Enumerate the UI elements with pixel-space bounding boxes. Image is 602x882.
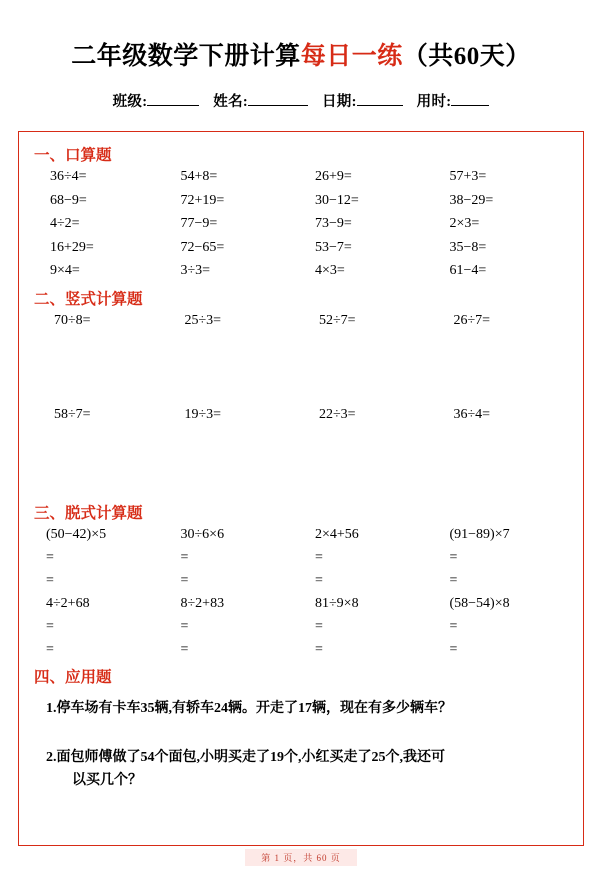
equals-sign: = [46,549,54,565]
problem-item: 72−65= [180,239,225,255]
problem-item: 36÷4= [453,406,491,422]
date-blank[interactable] [357,105,403,106]
problem-row [32,193,570,209]
problem-item: 73−9= [315,216,352,231]
equals-sign: = [315,549,323,565]
problem-item: 2×3= [449,216,480,231]
problem-item: 36÷4= [50,169,87,184]
page-number: 第 1 页，共 60 页 [245,849,357,866]
equals-sign: = [315,641,323,657]
word-problem-2-line1: 2.面包师傅做了54个面包,小明买走了19个,小红买走了25个,我还可 [46,749,445,765]
worksheet-content [18,131,584,846]
page-footer [0,849,602,866]
date-label: 日期: [321,94,357,110]
problem-row [32,216,570,232]
problem-item: 81÷9×8 [315,595,359,611]
word-problem-1: 1.停车场有卡车35辆,有轿车24辆。开走了17辆，现在有多少辆车？ [46,700,452,716]
problem-item: 4÷2+68 [46,595,90,611]
name-blank[interactable] [248,105,308,106]
section-heading-oral: 一、口算题 [34,147,112,164]
title-after: （共60天） [402,43,531,70]
problem-item: 58÷7= [54,406,91,422]
class-field[interactable] [113,94,200,110]
class-blank[interactable] [147,105,199,106]
equals-sign: = [46,618,54,634]
problem-item: 16+29= [50,239,94,255]
word-problem-2 [46,746,570,792]
problem-item: 9×4= [50,263,80,278]
problem-item: 4÷2= [50,216,80,231]
problem-item: 70÷8= [54,312,91,328]
title-accent: 每日一练 [300,43,403,70]
problem-item: 2×4+56 [315,526,359,542]
class-label: 班级: [112,94,148,110]
section-heading-word-problems: 四、应用题 [34,668,112,686]
section-vertical [32,313,570,423]
section-tuoshi [32,527,570,658]
problem-item: (58−54)×8 [449,595,510,611]
equals-row [32,642,570,658]
equals-sign: = [449,641,458,657]
section-heading-vertical: 二、竖式计算题 [34,290,143,308]
problem-item: 77−9= [180,216,218,231]
equals-sign: = [315,618,323,634]
equals-sign: = [449,549,458,565]
problem-row [32,527,570,543]
problem-group [32,596,570,658]
problem-row [32,596,570,612]
time-label: 用时: [416,94,452,110]
section-word-problems [32,697,570,792]
name-field[interactable] [213,94,308,110]
equals-sign: = [46,641,54,657]
problem-item: 38−29= [449,192,494,208]
problem-row [32,313,570,329]
equals-sign: = [315,572,323,588]
page-title [26,36,576,72]
problem-group [32,527,570,589]
problem-item: 19÷3= [184,406,222,422]
problem-item: 61−4= [449,263,487,278]
section-oral [32,169,570,279]
problem-item: 30÷6×6 [180,526,225,542]
problem-item: 52÷7= [319,312,356,328]
equals-sign: = [180,549,189,565]
problem-item: 25÷3= [184,312,222,328]
problem-row [32,263,570,279]
problem-item: 8÷2+83 [180,595,225,611]
name-label: 姓名: [213,94,249,110]
problem-item: 26+9= [315,169,352,184]
equals-sign: = [46,572,54,588]
title-before: 二年级数学下册计算 [71,43,301,70]
problem-item: 57+3= [449,169,487,184]
problem-item: 30−12= [315,192,359,208]
problem-item: 53−7= [315,239,352,255]
problem-item: 3÷3= [180,263,211,278]
problem-item: 68−9= [50,192,87,208]
equals-sign: = [449,618,458,634]
problem-row [32,169,570,185]
problem-item: 4×3= [315,263,345,278]
section-heading-tuoshi: 三、脱式计算题 [34,504,143,522]
problem-item: 22÷3= [319,406,356,422]
equals-row [32,550,570,566]
equals-sign: = [449,572,458,588]
problem-item: 72+19= [180,192,225,208]
problem-row [32,240,570,256]
word-problem-2-line2: 以买几个？ [72,772,142,788]
time-field[interactable] [417,94,490,110]
date-field[interactable] [322,94,403,110]
problem-item: (91−89)×7 [449,526,510,542]
problem-item: 26÷7= [453,312,491,328]
problem-item: 54+8= [180,169,218,184]
problem-item: 35−8= [449,239,487,255]
problem-row [32,407,570,423]
equals-row [32,573,570,589]
equals-row [32,619,570,635]
time-blank[interactable] [451,105,489,106]
student-info-line [26,90,576,111]
equals-sign: = [180,572,189,588]
problem-item: (50−42)×5 [46,526,107,542]
equals-sign: = [180,641,189,657]
equals-sign: = [180,618,189,634]
